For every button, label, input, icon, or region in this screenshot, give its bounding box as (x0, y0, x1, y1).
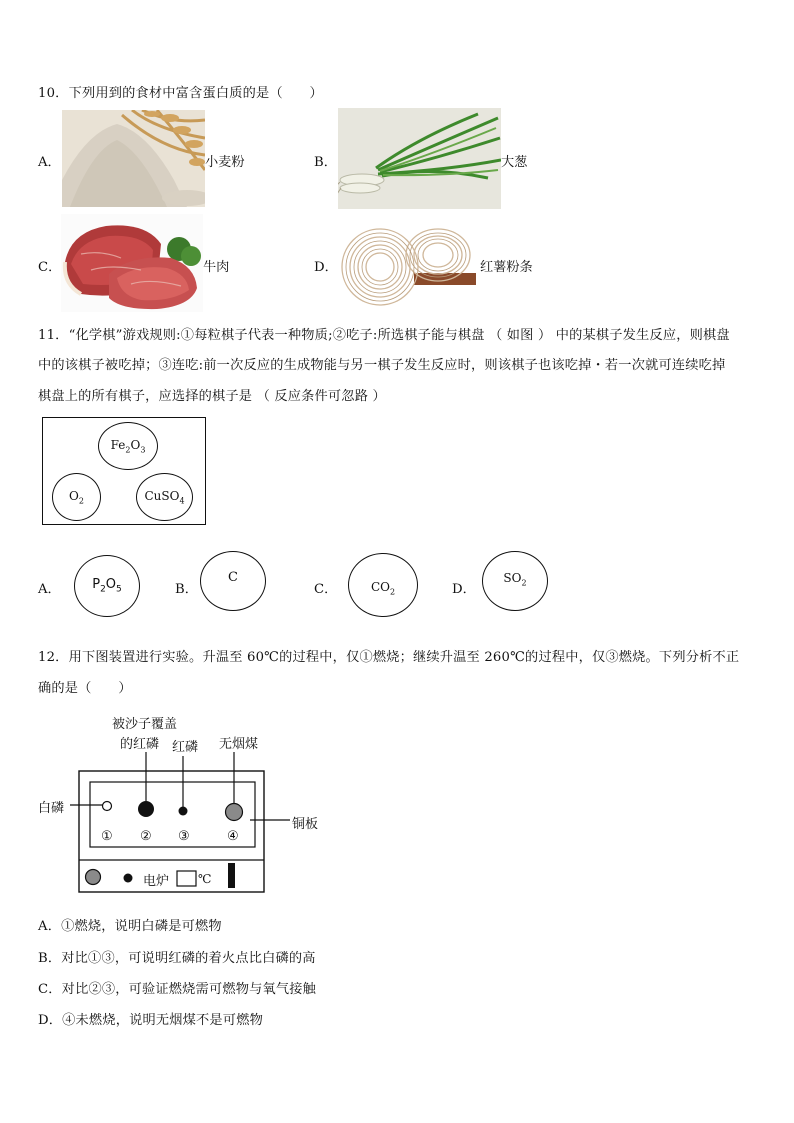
q10-option-c-letter: C． (38, 260, 62, 275)
piece-o2: $O_2$ (52, 473, 101, 521)
q10-option-b-letter: B． (314, 155, 337, 170)
q10-option-d-letter: D． (314, 260, 338, 275)
label-num-2: ② (140, 829, 152, 844)
q12-option-d: D．④未燃烧，说明无烟煤不是可燃物 (38, 1013, 263, 1028)
label-num-4: ④ (227, 829, 239, 844)
label-copper-plate: 铜板 (292, 817, 319, 832)
option-piece-c: C (200, 551, 266, 611)
q11-stem-line1: 11．“化学棋”游戏规则:①每粒棋子代表一种物质;②吃子:所选棋子能与棋盘 （ 如图 ） 中的某棋子发生反应，则棋盘 (38, 328, 730, 343)
option-piece-co2: $CO_2$ (348, 553, 418, 617)
q10-stem: 10．下列用到的食材中富含蛋白质的是（ ） (38, 86, 323, 101)
label-degree: ℃ (198, 872, 212, 886)
q10-option-c-caption: 牛肉 (203, 260, 230, 275)
piece-fe2o3: $Fe_2O_3$ (98, 422, 158, 470)
option-piece-p2o5: $P_2O_5$ (74, 555, 140, 617)
q10-option-d-caption: 红薯粉条 (480, 260, 533, 275)
q11-stem-line2: 中的该棋子被吃掉；③连吃:前一次反应的生成物能与另一棋子发生反应时，则该棋子也该吃掉・若一次就可连续吃掉 (38, 358, 726, 373)
q11-option-c-letter: C． (314, 582, 338, 597)
label-num-1: ① (101, 829, 113, 844)
label-white-phosphorus: 白磷 (38, 801, 65, 816)
q12-option-a: A．①燃烧，说明白磷是可燃物 (38, 919, 222, 934)
label-electric-stove: 电炉 (143, 874, 170, 889)
q12-option-b: B．对比①③，可说明红磷的着火点比白磷的高 (38, 951, 316, 966)
q11-option-a-letter: A． (38, 582, 61, 597)
q11-option-b-letter: B． (175, 582, 198, 597)
q10-option-a-caption: 小麦粉 (205, 155, 245, 170)
label-red-phosphorus: 红磷 (172, 740, 199, 755)
label-sand-covered-line2: 的红磷 (120, 737, 160, 752)
option-piece-so2: $SO_2$ (482, 551, 548, 611)
q11-option-d-letter: D． (452, 582, 476, 597)
label-sand-covered-line1: 被沙子覆盖 (112, 717, 178, 732)
q10-option-b-caption: 大葱 (501, 155, 528, 170)
q11-stem-line3: 棋盘上的所有棋子，应选择的棋子是 （ 反应条件可忽路 ） (38, 389, 386, 404)
label-num-3: ③ (178, 829, 190, 844)
q12-option-c: C．对比②③，可验证燃烧需可燃物与氧气接触 (38, 982, 317, 997)
q12-stem-line1: 12．用下图装置进行实验。升温至 60℃的过程中，仅①燃烧；继续升温至 260℃的过程中，仅③燃烧。下列分析不正 (38, 650, 740, 665)
label-anthracite: 无烟煤 (219, 737, 259, 752)
q10-option-a-letter: A． (38, 155, 61, 170)
piece-cuso4: CuSO$_4$ (136, 473, 193, 521)
q12-stem-line2: 确的是（ ） (38, 681, 132, 696)
